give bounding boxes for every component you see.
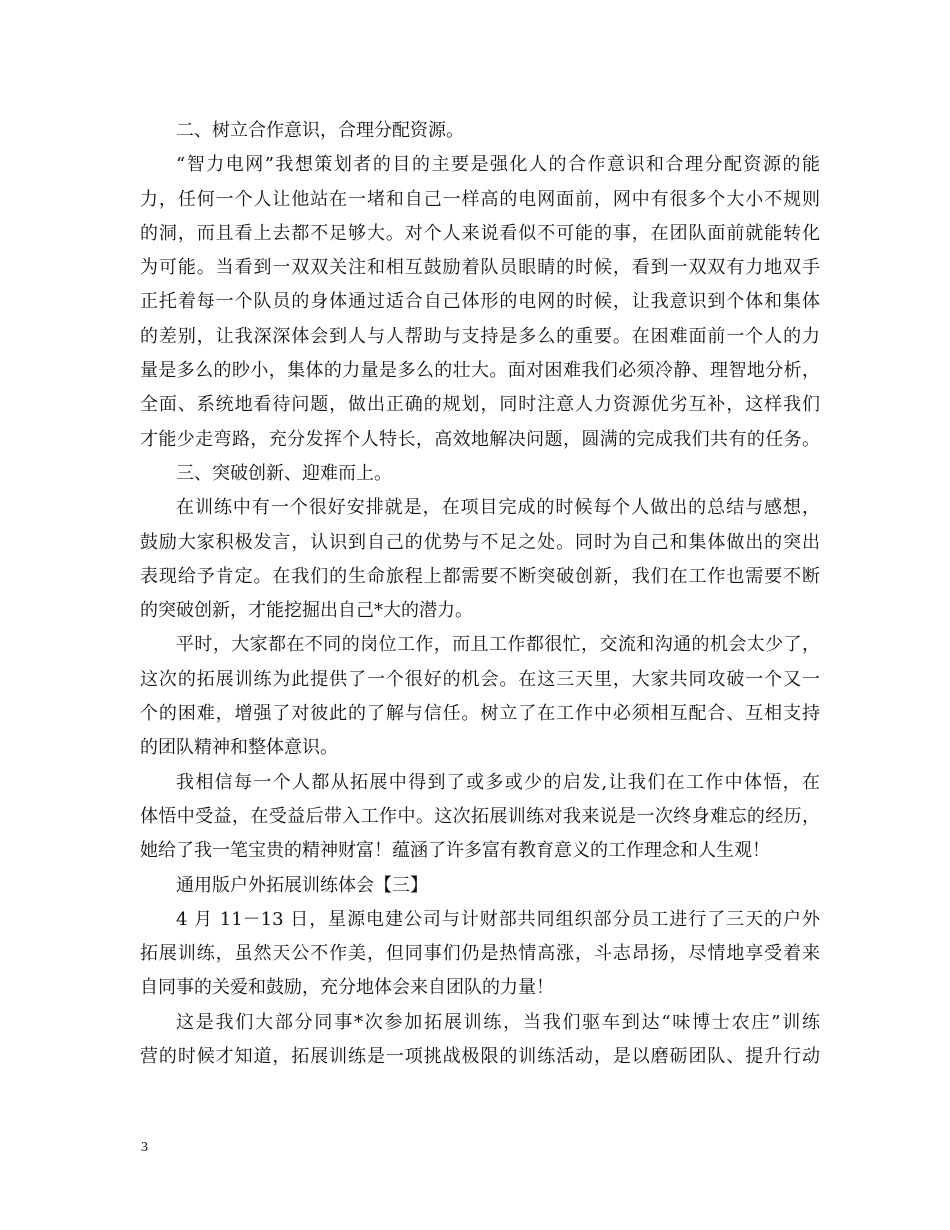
text-line: 量是多么的眇小，集体的力量是多么的壮大。面对困难我们必须冷静、理智地分析，	[140, 360, 820, 382]
page-number: 3	[141, 1140, 148, 1155]
text-line: 4 月 11－13 日，星源电建公司与计财部共同组织部分员工进行了三天的户外	[176, 908, 820, 930]
text-line: “智力电网”我想策划者的目的主要是强化人的合作意识和合理分配资源的能	[176, 154, 820, 176]
text-line: 力，任何一个人让他站在一堵和自己一样高的电网面前，网中有很多个大小不规则	[140, 188, 820, 210]
text-line: 这次的拓展训练为此提供了一个很好的机会。在这三天里，大家共同攻破一个又一	[140, 668, 820, 690]
text-line: 自同事的关爱和鼓励，充分地体会来自团队的力量！	[140, 977, 554, 999]
text-line: 营的时候才知道，拓展训练是一项挑战极限的训练活动，是以磨砺团队、提升行动	[140, 1046, 820, 1068]
text-line: 这是我们大部分同事*次参加拓展训练，当我们驱车到达“味博士农庄”训练	[176, 1011, 820, 1033]
text-line: 平时，大家都在不同的岗位工作，而且工作都很忙，交流和沟通的机会太少了，	[176, 634, 820, 656]
text-line: 鼓励大家积极发言，认识到自己的优势与不足之处。同时为自己和集体做出的突出	[140, 531, 820, 553]
text-line: 表现给予肯定。在我们的生命旅程上都需要不断突破创新，我们在工作也需要不断	[140, 565, 820, 587]
text-line: 我相信每一个人都从拓展中得到了或多或少的启发,让我们在工作中体悟，在	[176, 771, 820, 793]
document-body	[140, 114, 820, 1074]
text-line: 才能少走弯路，充分发挥个人特长，高效地解决问题，圆满的完成我们共有的任务。	[140, 428, 820, 450]
text-line: 拓展训练，虽然天公不作美，但同事们仍是热情高涨，斗志昂扬，尽情地享受着来	[140, 943, 820, 965]
text-line: 通用版户外拓展训练体会【三】	[176, 874, 428, 896]
text-line: 为可能。当看到一双双关注和相互鼓励着队员眼睛的时候，看到一双双有力地双手	[140, 257, 820, 279]
text-line: 在训练中有一个很好安排就是，在项目完成的时候每个人做出的总结与感想，	[176, 497, 820, 519]
text-line: 的洞，而且看上去都不足够大。对个人来说看似不可能的事，在团队面前就能转化	[140, 222, 820, 244]
text-line: 正托着每一个队员的身体通过适合自己体形的电网的时候，让我意识到个体和集体	[140, 291, 820, 313]
text-line: 三、突破创新、迎难而上。	[176, 462, 392, 484]
text-line: 二、树立合作意识，合理分配资源。	[176, 120, 464, 141]
text-line: 体悟中受益，在受益后带入工作中。这次拓展训练对我来说是一次终身难忘的经历，	[140, 805, 820, 827]
text-line: 个的困难，增强了对彼此的了解与信任。树立了在工作中必须相互配合、互相支持	[140, 703, 820, 725]
text-line: 全面、系统地看待问题，做出正确的规划，同时注意人力资源优劣互补，这样我们	[140, 394, 820, 416]
text-line: 她给了我一笔宝贵的精神财富！蕴涵了许多富有教育意义的工作理念和人生观！	[140, 840, 770, 862]
text-line: 的差别，让我深深体会到人与人帮助与支持是多么的重要。在困难面前一个人的力	[140, 325, 820, 347]
text-line: 的团队精神和整体意识。	[140, 737, 338, 759]
text-line: 的突破创新，才能挖掘出自己*大的潜力。	[140, 600, 473, 622]
